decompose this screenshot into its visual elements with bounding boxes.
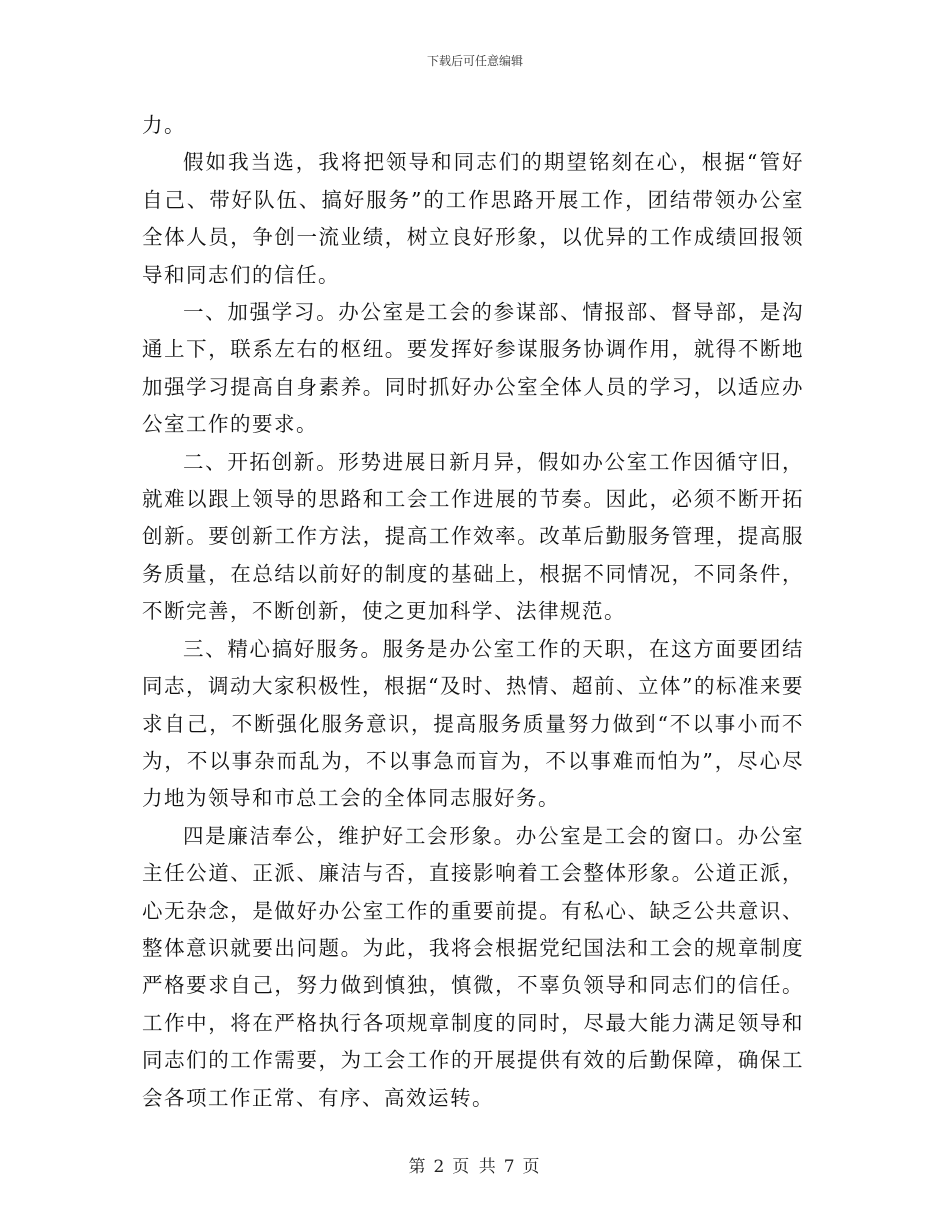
paragraph-service: 三、精心搞好服务。服务是办公室工作的天职，在这方面要团结同志，调动大家积极性，根据“及时、热情、超前、立体”的标准来要求自己，不断强化服务意识，提高服务质量努力做到“不以事小而不为，不以事杂而乱为，不以事急而盲为，不以事难而怕为”，尽心尽力地为领导和市总工会的全体同志服好务。 <box>142 636 804 811</box>
paragraph-continuation: 力。 <box>142 113 186 137</box>
footer-suffix: 页 <box>522 1157 542 1177</box>
paragraph-integrity: 四是廉洁奉公，维护好工会形象。办公室是工会的窗口。办公室主任公道、正派、廉洁与否，直接影响着工会整体形象。公道正派，心无杂念，是做好办公室工作的重要前提。有私心、缺乏公共意识、整体意识就要出问题。为此，我将会根据党纪国法和工会的规章制度严格要求自己，努力做到慎独，慎微，不辜负领导和同志们的信任。工作中，将在严格执行各项规章制度的同时，尽最大能力满足领导和同志们的工作需要，为工会工作的开展提供有效的后勤保障，确保工会各项工作正常、有序、高效运转。 <box>142 823 804 1110</box>
paragraph-strengthen-learning: 一、加强学习。办公室是工会的参谋部、情报部、督导部，是沟通上下，联系左右的枢纽。要发挥好参谋服务协调作用，就得不断地加强学习提高自身素养。同时抓好办公室全体人员的学习，以适应办公室工作的要求。 <box>142 300 804 437</box>
total-pages-number: 7 <box>503 1157 517 1177</box>
page-header: 下载后可任意编辑 <box>426 54 523 68</box>
page-footer <box>0 1152 950 1177</box>
footer-middle: 页 共 <box>452 1157 498 1177</box>
current-page-number: 2 <box>433 1157 447 1177</box>
paragraph-innovation: 二、开拓创新。形势进展日新月异，假如办公室工作因循守旧，就难以跟上领导的思路和工会工作进展的节奏。因此，必须不断开拓创新。要创新工作方法，提高工作效率。改革后勤服务管理，提高服务质量，在总结以前好的制度的基础上，根据不同情况，不同条件，不断完善，不断创新，使之更加科学、法律规范。 <box>142 449 804 624</box>
document-body <box>142 107 804 1117</box>
footer-prefix: 第 <box>408 1157 428 1177</box>
paragraph-election-pledge: 假如我当选，我将把领导和同志们的期望铭刻在心，根据“管好自己、带好队伍、搞好服务”的工作思路开展工作，团结带领办公室全体人员，争创一流业绩，树立良好形象，以优异的工作成绩回报领导和同志们的信任。 <box>142 150 804 287</box>
